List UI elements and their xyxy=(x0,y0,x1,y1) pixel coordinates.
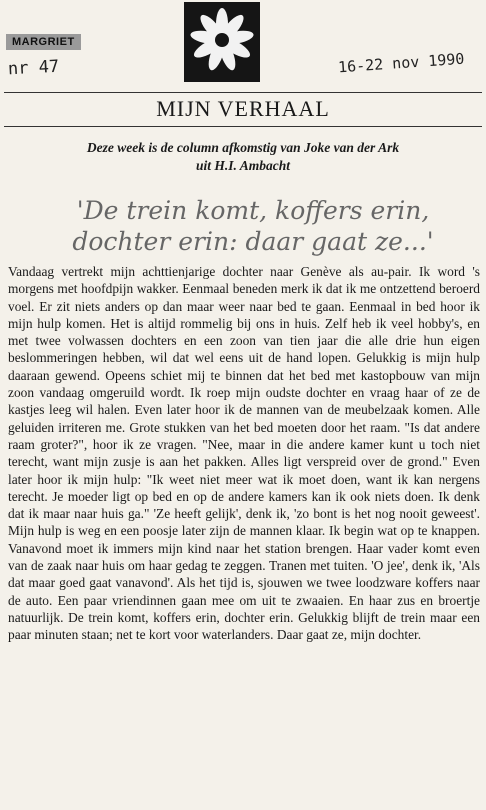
issue-note: nr 47 xyxy=(7,56,60,80)
flower-logo xyxy=(184,2,260,82)
magazine-label: MARGRIET xyxy=(6,34,81,50)
intro-text xyxy=(30,139,456,175)
pull-quote-line-2: dochter erin: daar gaat ze...' xyxy=(72,227,434,256)
pull-quote-line-1: 'De trein komt, koffers erin, xyxy=(76,196,430,225)
intro-line-1: Deze week is de column afkomstig van Joke van der Ark xyxy=(86,140,400,155)
date-note: 16-22 nov 1990 xyxy=(337,49,465,77)
intro-line-2: uit H.I. Ambacht xyxy=(195,158,291,173)
daisy-icon xyxy=(189,7,255,77)
top-rule xyxy=(4,92,482,93)
title-rule xyxy=(4,126,482,127)
section-title: MIJN VERHAAL xyxy=(156,96,330,121)
pull-quote xyxy=(60,195,446,257)
article-body: Vandaag vertrekt mijn achttienjarige dochter naar Genève als au-pair. Ik word 's morgens met hoofdpijn wakker. Eenmaal beneden merk ik dat ik me ontzettend beroerd voel. Er zit niets anders op dan maar weer naar bed te gaan. Eenmaal in bed hoor ik mijn hulp komen. Het is altijd rommelig bij ons in huis. Zelf heb ik veel hobby's, en met twee volwassen dochters en een zoon van tien jaar die alle drie hun eigen beslommeringen hebben, wil dat wel eens uit de hand lopen. Gelukkig is mijn hulp daaraan gewend. Opeens schiet mij te binnen dat het bed met kastopbouw van mijn zoon vandaag omgeruild wordt. Ik roep mijn oudste dochter en vraag haar of ze de kastjes leeg wil halen. Even later hoor ik de mannen van de meubelzaak komen. Alle geluiden irriteren me. Grote stukken van het bed moeten door het raam. "Is dat andere raam groter?", hoor ik ze vragen. "Nee, maar in die andere kamer kunt u toch niet terecht, want mijn zusje is aan het pakken. Alles ligt verspreid over de grond." Even later hoor ik mijn hulp: "Ik weet niet meer wat ik moet doen, want ik kan nergens terecht. Je moeder ligt op bed en op de andere kamers kan ik ook niets doen. Ik denk dat ik maar naar huis ga." 'Ze heeft gelijk', denk ik, 'zo bont is het nog nooit geweest'. Mijn hulp is weg en een poosje later zijn de mannen klaar. Ik begin wat op te knappen. Vanavond moet ik immers mijn kind naar het station brengen. Haar vader komt even van de zaak naar huis om haar gedag te zeggen. Tranen met tuiten. 'O jee', denk ik, 'Als dat maar goed gaat vanavond'. Als het tijd is, sjouwen we twee loodzware koffers naar de auto. Een paar vriendinnen gaan mee om uit te zwaaien. En haar zus en broertje natuurlijk. De trein komt, koffers erin, dochter erin. Gelukkig blijft de trein maar een paar minuten staan; net te kort voor waterlanders. Daar gaat ze, mijn dochter. xyxy=(8,264,480,643)
